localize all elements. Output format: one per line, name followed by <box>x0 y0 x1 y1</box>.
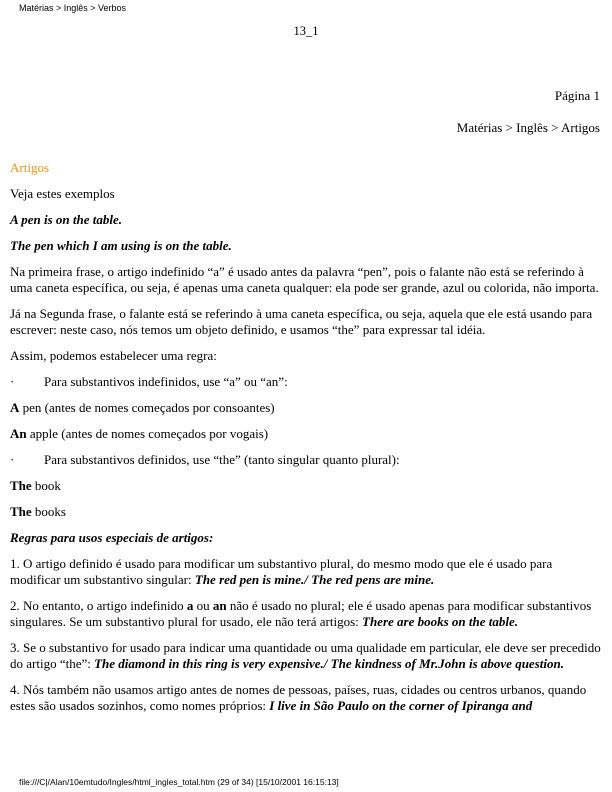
rule-example: There are books on the table. <box>362 614 519 629</box>
footer-file-path: file:///C|/Alan/10emtudo/Ingles/html_ingles_total.htm (29 of 34) [15/10/2001 16:15:13] <box>19 777 339 787</box>
bullet-text: Para substantivos definidos, use “the” (tanto singular quanto plural): <box>44 452 400 467</box>
bullet-item-1 <box>10 374 605 390</box>
article-word: A <box>10 400 20 415</box>
paragraph-2: Já na Segunda frase, o falante está se referindo à uma caneta específica, ou seja, aquela que ele está usando para escrever: neste caso, nós temos um objeto definido, e usamos “the” para expressar tal idéia. <box>10 306 593 337</box>
content-breadcrumb: Matérias > Inglês > Artigos <box>456 120 600 135</box>
article-word: The <box>10 504 32 519</box>
rule-1 <box>10 556 605 588</box>
rules-heading: Regras para usos especiais de artigos: <box>10 530 214 545</box>
bullet-item-2 <box>10 452 605 468</box>
bullet-dot: · <box>10 452 15 467</box>
intro-text: Veja estes exemplos <box>10 186 115 201</box>
bullet-dot: · <box>10 374 15 389</box>
bullet-text: Para substantivos indefinidos, use “a” ou “an”: <box>44 374 288 389</box>
rule-2 <box>10 598 605 630</box>
rule-example: The diamond in this ring is very expensive./ The kindness of Mr.John is above question. <box>94 656 564 671</box>
rule-text: não é usado no plural; ele é usado apenas para modificar substantivos singulares. Se um substantivo plural for usado, ele não terá artigos: <box>10 598 592 629</box>
example-a <box>10 400 605 416</box>
header-breadcrumb: Matérias > Inglês > Verbos <box>19 3 127 13</box>
rule-text: 3. Se o substantivo for usado para indicar uma quantidade ou uma qualidade em particular, ele deve ser precedido do artigo “the”: <box>10 640 601 671</box>
article-word: a <box>186 598 194 613</box>
rule-text: 4. Nós também não usamos artigo antes de nomes de pessoas, países, ruas, cidades ou centros urbanos, quando estes são usados sozinhos, como nomes próprios: <box>10 682 587 713</box>
example-the-2 <box>10 504 605 520</box>
rule-4 <box>10 682 605 714</box>
example-the-1 <box>10 478 605 494</box>
rule-3 <box>10 640 605 672</box>
example-rest: book <box>31 478 61 493</box>
paragraph-3: Assim, podemos estabelecer uma regra: <box>10 348 217 363</box>
article-word: an <box>212 598 227 613</box>
rule-text: 1. O artigo definido é usado para modificar um substantivo plural, do mesmo modo que ele é usado para modificar um substantivo singular: <box>10 556 553 587</box>
article-word: The <box>10 478 32 493</box>
page-id: 13_1 <box>293 24 319 38</box>
example-rest: books <box>31 504 66 519</box>
rule-text: 2. No entanto, o artigo indefinido <box>10 598 187 613</box>
article-title: Artigos <box>10 160 49 175</box>
article-word: An <box>10 426 27 441</box>
example-an <box>10 426 605 442</box>
example-sentence-2: The pen which I am using is on the table. <box>10 238 232 253</box>
example-sentence-1: A pen is on the table. <box>10 212 122 227</box>
article-body <box>10 160 605 724</box>
example-rest: pen (antes de nomes começados por consoantes) <box>19 400 275 415</box>
rule-example: I live in São Paulo on the corner of Ipiranga and <box>269 698 533 713</box>
rule-text: ou <box>193 598 213 613</box>
page-label: Página 1 <box>554 88 600 103</box>
rule-example: The red pen is mine./ The red pens are mine. <box>194 572 435 587</box>
example-rest: apple (antes de nomes começados por vogais) <box>26 426 269 441</box>
paragraph-1: Na primeira frase, o artigo indefinido “a” é usado antes da palavra “pen”, pois o falante não está se referindo à uma caneta específica, ou seja, é apenas uma caneta qualquer: ela pode ser grande, azul ou colorida, não importa. <box>10 264 599 295</box>
